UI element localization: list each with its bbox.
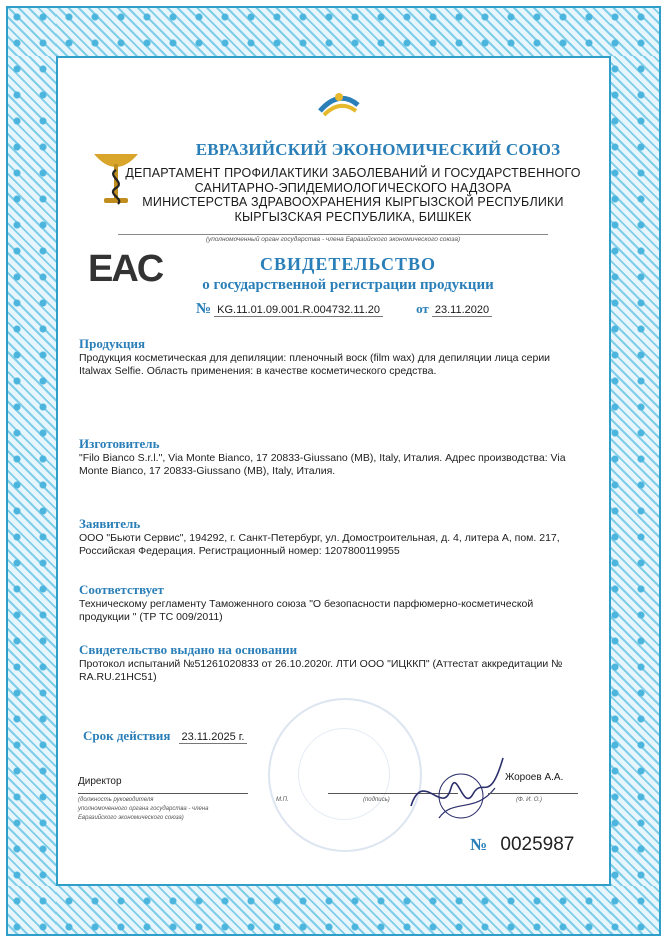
certificate-date: 23.11.2020 xyxy=(432,304,492,317)
signature-caption: (подпись) xyxy=(363,797,390,803)
eac-mark: EAC xyxy=(88,248,163,290)
date-label: от xyxy=(416,301,429,316)
name-caption: (Ф. И. О.) xyxy=(516,797,543,803)
handwritten-signature xyxy=(403,748,513,828)
product-heading: Продукция xyxy=(79,336,146,351)
manufacturer-text: "Filo Bianco S.r.l.", Via Monte Bianco, 17 20833-Giussano (MB), Italy, Италия. Адрес производства: Via Monte Bianco, 17 20833-Giussano (MB), Italy, Италия. xyxy=(79,452,566,477)
official-stamp-inner xyxy=(298,728,390,820)
caption-line: уполномоченного органа государства - члена xyxy=(78,806,209,812)
number-label: № xyxy=(196,301,212,317)
product-text: Продукция косметическая для депиляции: пленочный воск (film wax) для депиляции лица серии Italwax Selfie. Область применения: в качестве косметического средства. xyxy=(79,352,551,377)
serial-value: 0025987 xyxy=(500,834,575,855)
conformity-heading: Соответствует xyxy=(79,582,164,597)
authority-caption: (уполномоченный орган государства - члена Евразийского экономического союза) xyxy=(118,234,548,243)
signatory-name: Жороев А.А. xyxy=(505,772,564,783)
applicant-text: ООО "Бьюти Сервис", 194292, г. Санкт-Петербург, ул. Домостроительная, д. 4, литера А, пом. 217, Российская Федерация. Регистрационный номер: 1207800119955 xyxy=(79,532,560,557)
certificate-number: KG.11.01.09.001.R.004732.11.20 xyxy=(214,304,383,317)
validity-label: Срок действия xyxy=(83,728,171,743)
position-line xyxy=(78,793,248,794)
caption-line: (должность руководителя xyxy=(78,797,154,803)
department-line: МИНИСТЕРСТВА ЗДРАВООХРАНЕНИЯ КЫРГЫЗСКОЙ РЕСПУБЛИКИ xyxy=(142,195,564,209)
blank-serial-number xyxy=(470,834,574,856)
certificate-subtitle: о государственной регистрации продукции xyxy=(202,277,494,293)
eaeu-emblem-icon xyxy=(316,85,362,119)
director-title: Директор xyxy=(78,776,122,787)
validity-date: 23.11.2025 г. xyxy=(181,731,245,743)
position-caption xyxy=(78,796,278,823)
seal-caption: М.П. xyxy=(276,797,289,803)
conformity-text: Техническому регламенту Таможенного союза "О безопасности парфюмерно-косметической продукции " (ТР ТС 009/2011) xyxy=(79,598,534,623)
certificate-title: СВИДЕТЕЛЬСТВО xyxy=(259,254,437,274)
caption-line: Евразийского экономического союза) xyxy=(78,815,184,821)
department-line: ДЕПАРТАМЕНТ ПРОФИЛАКТИКИ ЗАБОЛЕВАНИЙ И ГОСУДАРСТВЕННОГО xyxy=(125,166,581,180)
serial-label: № xyxy=(470,835,488,854)
department-line: КЫРГЫЗСКАЯ РЕСПУБЛИКА, БИШКЕК xyxy=(234,209,472,224)
department-name xyxy=(118,166,588,224)
manufacturer-heading: Изготовитель xyxy=(79,436,160,451)
name-line xyxy=(488,793,578,794)
department-line: САНИТАРНО-ЭПИДЕМИОЛОГИЧЕСКОГО НАДЗОРА xyxy=(194,180,512,195)
certificate-page xyxy=(58,58,609,884)
union-title: ЕВРАЗИЙСКИЙ ЭКОНОМИЧЕСКИЙ СОЮЗ xyxy=(195,140,561,159)
basis-text: Протокол испытаний №51261020833 от 26.10.2020г. ЛТИ ООО "ИЦККП" (Аттестат аккредитации № RA.RU.21НС51) xyxy=(79,658,563,683)
certificate-number-row xyxy=(196,301,536,318)
validity-row xyxy=(83,728,247,744)
basis-heading: Свидетельство выдано на основании xyxy=(79,642,298,657)
applicant-heading: Заявитель xyxy=(79,516,141,531)
